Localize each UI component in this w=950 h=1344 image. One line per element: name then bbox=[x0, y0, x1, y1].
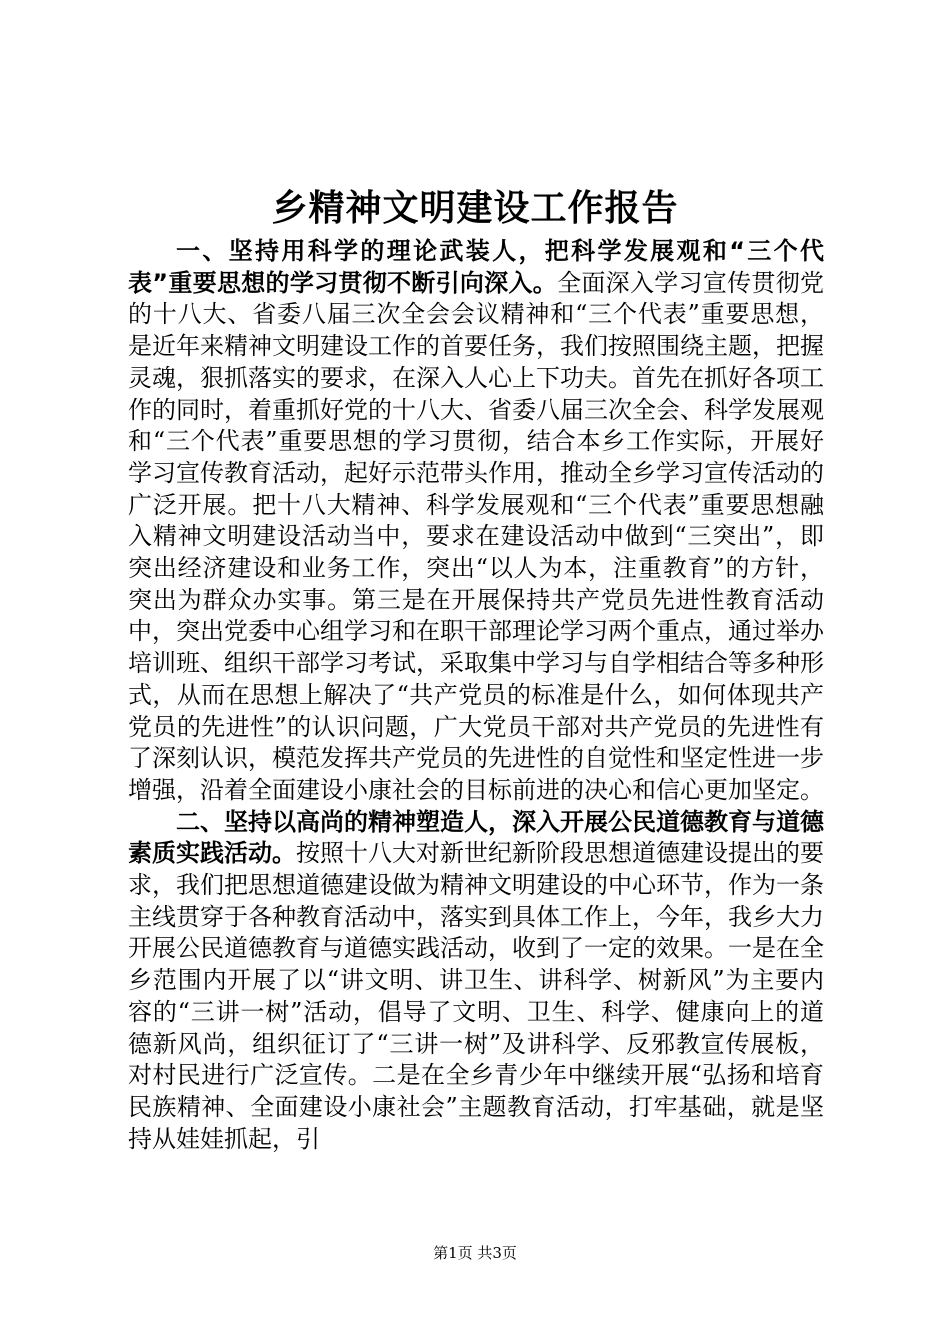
paragraph-2-heading: 二、坚持以高尚的精神塑造人，深入开展公民道德教育与道德素质实践活动。 bbox=[128, 807, 824, 868]
paragraph-1-heading: 一、坚持用科学的理论武装人，把科学发展观和“三个代表”重要思想的学习贯彻不断引向深入。 bbox=[128, 237, 824, 297]
page-footer: 第1页 共3页 bbox=[433, 1244, 517, 1262]
paragraph-2 bbox=[128, 807, 824, 1156]
paragraph-1 bbox=[128, 236, 824, 807]
paragraph-2-text: 按照十八大对新世纪新阶段思想道德建设提出的要求，我们把思想道德建设做为精神文明建设的中心环节，作为一条主线贯穿于各种教育活动中，落实到具体工作上，今年，我乡大力开展公民道德教育与道德实践活动，收到了一定的效果。一是在全乡范围内开展了以“讲文明、讲卫生、讲科学、树新风”为主要内容的“三讲一树”活动，倡导了文明、卫生、科学、健康向上的道德新风尚，组织征订了“三讲一树”及讲科学、反邪教宣传展板，对村民进行广泛宣传。二是在全乡青少年中继续开展“弘扬和培育民族精神、全面建设小康社会”主题教育活动，打牢基础，就是坚持从娃娃抓起，引 bbox=[128, 839, 824, 1153]
document-title: 乡精神文明建设工作报告 bbox=[271, 188, 679, 229]
document-body bbox=[128, 236, 824, 1155]
paragraph-1-text: 全面深入学习宣传贯彻党的十八大、省委八届三次全会会议精神和“三个代表”重要思想，是近年来精神文明建设工作的首要任务，我们按照围绕主题，把握灵魂，狠抓落实的要求，在深入人心上下功夫。首先在抓好各项工作的同时，着重抓好党的十八大、省委八届三次全会、科学发展观和“三个代表”重要思想的学习贯彻，结合本乡工作实际，开展好学习宣传教育活动，起好示范带头作用，推动全乡学习宣传活动的广泛开展。把十八大精神、科学发展观和“三个代表”重要思想融入精神文明建设活动当中，要求在建设活动中做到“三突出”，即突出经济建设和业务工作，突出“以人为本，注重教育”的方针，突出为群众办实事。第三是在开展保持共产党员先进性教育活动中，突出党委中心组学习和在职干部理论学习两个重点，通过举办培训班、组织干部学习考试，采取集中学习与自学相结合等多种形式，从而在思想上解决了“共产党员的标准是什么，如何体现共产党员的先进性”的认识问题，广大党员干部对共产党员的先进性有了深刻认识，模范发挥共产党员的先进性的自觉性和坚定性进一步增强，沿着全面建设小康社会的目标前进的决心和信心更加坚定。 bbox=[128, 268, 824, 804]
